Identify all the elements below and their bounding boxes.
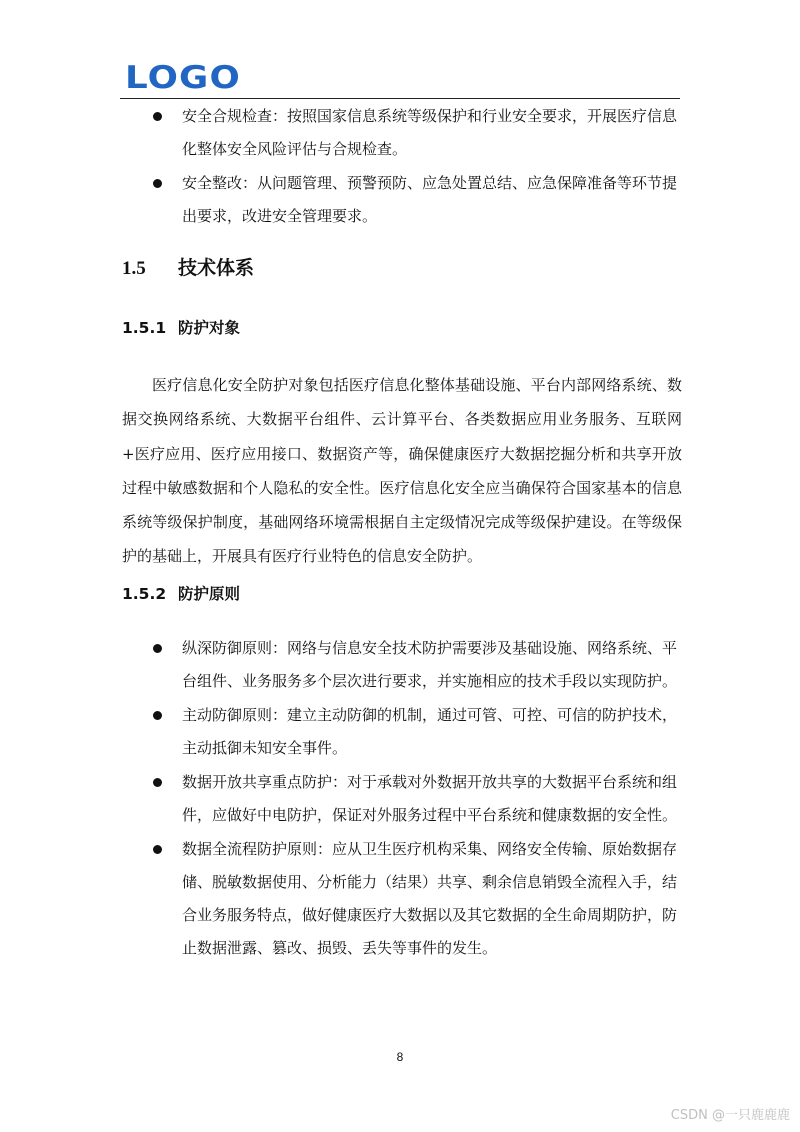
watermark: CSDN @一只鹿鹿鹿 xyxy=(670,1108,790,1123)
bullet-dot-icon xyxy=(153,644,162,653)
list-item xyxy=(0,167,680,233)
logo: LOGO xyxy=(125,60,241,96)
subsection-number: 1.5.1 xyxy=(122,319,167,337)
bullet-text: 数据全流程防护原则：应从卫生医疗机构采集、网络安全传输、原始数据存储、脱敏数据使用、分析能力（结果）共享、剩余信息销毁全流程入手，结合业务服务特点，做好健康医疗大数据以及其它数据的全生命周期防护，防止数据泄露、篡改、损毁、丢失等事件的发生。 xyxy=(182,840,678,957)
protection-objects-paragraph: 医疗信息化安全防护对象包括医疗信息化整体基础设施、平台内部网络系统、数据交换网络系统、大数据平台组件、云计算平台、各类数据应用业务服务、互联网+医疗应用、医疗应用接口、数据资产等，确保健康医疗大数据挖掘分析和共享开放过程中敏感数据和个人隐私的安全性。医疗信息化安全应当确保符合国家基本的信息系统等级保护制度，基础网络环境需根据自主定级情况完成等级保护建设。在等级保护的基础上，开展具有医疗行业特色的信息安全防护。 xyxy=(122,376,682,566)
bullet-text: 数据开放共享重点防护：对于承载对外数据开放共享的大数据平台系统和组件，应做好中电防护，保证对外服务过程中平台系统和健康数据的安全性。 xyxy=(182,773,678,824)
bullet-text: 安全合规检查：按照国家信息系统等级保护和行业安全要求，开展医疗信息化整体安全风险评估与合规检查。 xyxy=(182,107,678,158)
list-item xyxy=(0,766,680,832)
bullet-dot-icon xyxy=(153,112,162,121)
section-title: 技术体系 xyxy=(178,257,255,279)
list-item xyxy=(0,833,680,965)
list-item xyxy=(0,100,680,166)
subsection-title: 防护对象 xyxy=(178,319,241,337)
subsection-number: 1.5.2 xyxy=(122,585,167,603)
bullet-dot-icon xyxy=(153,179,162,188)
header-rule xyxy=(120,98,680,99)
bullet-text: 安全整改：从问题管理、预警预防、应急处置总结、应急保障准备等环节提出要求，改进安全管理要求。 xyxy=(182,174,678,225)
top-bullet-list xyxy=(0,100,800,234)
page-number: 8 xyxy=(396,1050,404,1064)
bullet-text: 纵深防御原则：网络与信息安全技术防护需要涉及基础设施、网络系统、平台组件、业务服务多个层次进行要求，并实施相应的技术手段以实现防护。 xyxy=(182,639,678,690)
section-number: 1.5 xyxy=(122,258,146,279)
subsection-title: 防护原则 xyxy=(178,585,241,603)
subsection-heading-protection-principles xyxy=(122,582,240,606)
bullet-text: 主动防御原则：建立主动防御的机制，通过可管、可控、可信的防护技术，主动抵御未知安全事件。 xyxy=(182,706,678,757)
bullet-dot-icon xyxy=(153,845,162,854)
list-item xyxy=(0,699,680,765)
principles-bullet-list xyxy=(0,632,800,966)
bullet-dot-icon xyxy=(153,778,162,787)
section-heading xyxy=(122,252,254,285)
list-item xyxy=(0,632,680,698)
subsection-heading-protection-objects xyxy=(122,316,240,340)
bullet-dot-icon xyxy=(153,711,162,720)
